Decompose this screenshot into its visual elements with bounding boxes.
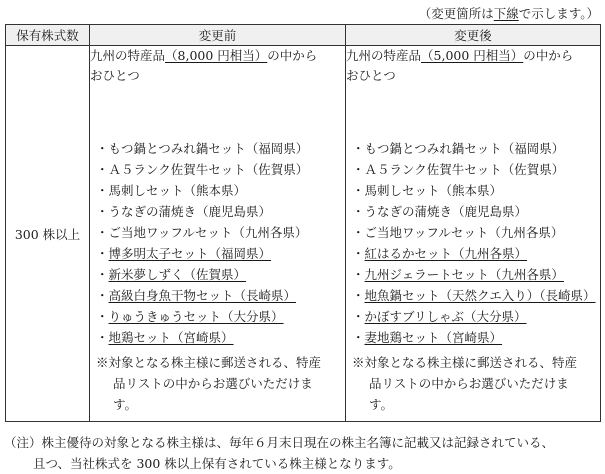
list-item: ・地魚鍋セット（天然クエ入り）（長崎県）	[352, 288, 596, 303]
list-item: ・馬刺しセット（熊本県）	[352, 183, 503, 198]
list-item: ・新米夢しずく（佐賀県）	[96, 267, 247, 282]
list-item: ・Ａ５ランク佐賀牛セット（佐賀県）	[352, 162, 565, 177]
footnote	[4, 432, 554, 474]
footnote-line2: 且つ、当社株式を 300 株以上保有されている株主様となります。	[33, 456, 401, 471]
before-cell	[90, 46, 346, 422]
header-shares: 保有株式数	[6, 25, 90, 46]
before-note-line2: 品リストの中からお選びいただけま	[113, 376, 313, 391]
header-after: 変更後	[346, 25, 601, 46]
after-note-line3: す。	[369, 397, 394, 412]
comparison-table	[5, 24, 601, 422]
after-intro	[346, 46, 600, 86]
after-intro-suffix: の中から	[523, 48, 574, 63]
list-item: ・ご当地ワッフルセット（九州各県）	[352, 225, 564, 240]
list-item: ・もつ鍋とつみれ鍋セット（福岡県）	[96, 141, 309, 156]
list-item: ・博多明太子セット（福岡県）	[96, 246, 272, 261]
before-intro	[90, 46, 345, 86]
before-intro-value: （8,000 円相当）	[165, 48, 268, 63]
list-item: ・うなぎの蒲焼き（鹿児島県）	[96, 204, 272, 219]
list-item: ・Ａ５ランク佐賀牛セット（佐賀県）	[96, 162, 309, 177]
before-note	[96, 352, 328, 415]
header-before: 変更前	[90, 25, 346, 46]
list-item: ・九州ジェラートセット（九州各県）	[352, 267, 564, 282]
list-item: ・高級白身魚干物セット（長崎県）	[96, 288, 297, 303]
before-intro-suffix: の中から	[267, 48, 318, 63]
list-item: ・りゅうきゅうセット（大分県）	[96, 309, 284, 324]
list-item: ・かぼすブリしゃぶ（大分県）	[352, 309, 527, 324]
after-note-line1: ※対象となる株主様に郵送される、特産	[352, 355, 578, 370]
body-row	[6, 46, 601, 422]
before-intro-line2: おひとつ	[90, 68, 140, 83]
header-row	[6, 25, 601, 46]
list-item: ・地鶏セット（宮崎県）	[96, 330, 234, 345]
list-item: ・ご当地ワッフルセット（九州各県）	[96, 225, 308, 240]
list-item: ・紅はるかセット（九州各県）	[352, 246, 528, 261]
list-item: ・もつ鍋とつみれ鍋セット（福岡県）	[352, 141, 565, 156]
before-item-list	[96, 138, 308, 348]
change-legend-note	[419, 4, 599, 22]
legend-underline-word: 下線	[493, 6, 519, 21]
after-note	[352, 352, 584, 415]
after-note-line2: 品リストの中からお選びいただけま	[369, 376, 569, 391]
legend-prefix: （変更箇所は	[418, 6, 494, 21]
legend-suffix: で示します。）	[518, 6, 599, 21]
before-intro-prefix: 九州の特産品	[90, 48, 166, 63]
list-item: ・馬刺しセット（熊本県）	[96, 183, 247, 198]
before-note-line1: ※対象となる株主様に郵送される、特産	[96, 355, 322, 370]
footnote-line1: （注）株主優待の対象となる株主様は、毎年６月末日現在の株主名簿に記載又は記録されている、	[4, 435, 555, 450]
list-item: ・うなぎの蒲焼き（鹿児島県）	[352, 204, 528, 219]
after-intro-value: （5,000 円相当）	[421, 48, 524, 63]
list-item: ・妻地鶏セット（宮崎県）	[352, 330, 503, 345]
after-item-list	[352, 138, 596, 348]
shares-cell: 300 株以上	[6, 46, 90, 422]
before-note-line3: す。	[113, 397, 138, 412]
after-intro-line2: おひとつ	[346, 68, 396, 83]
after-intro-prefix: 九州の特産品	[346, 48, 422, 63]
after-cell	[346, 46, 601, 422]
